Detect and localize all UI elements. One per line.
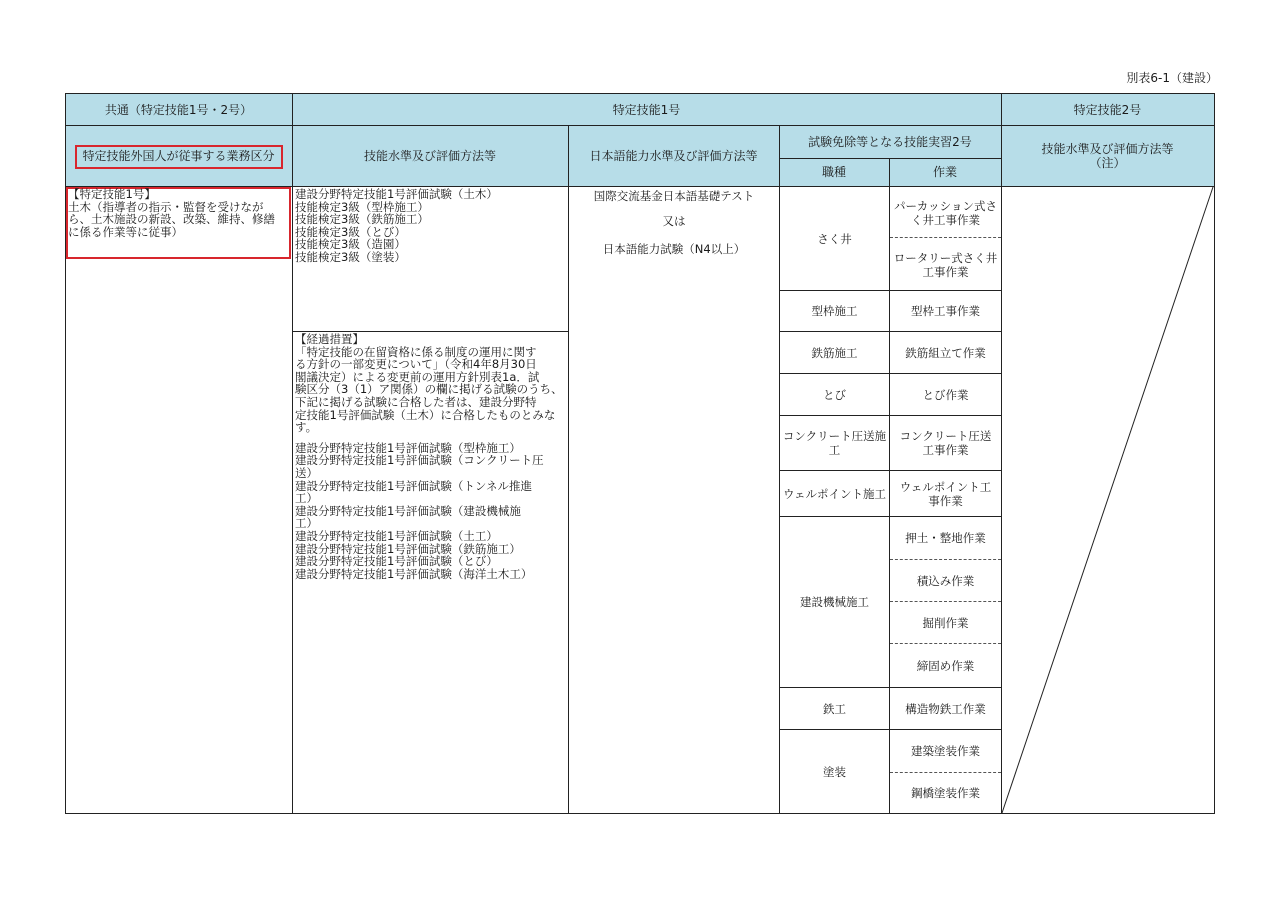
header-skill-level-2-note: （注）: [1089, 155, 1126, 170]
work-name: 掘削作業: [922, 615, 969, 630]
header-work: 作業: [889, 158, 1001, 186]
table-reference: 別表6-1（建設）: [1126, 71, 1218, 85]
business-category-text: [68, 188, 290, 238]
japanese-or: 又は: [662, 214, 686, 228]
business-line: ら、土木施設の新設、改築、維持、修繕: [68, 212, 275, 227]
skill-test-item: 技能検定3級（造園）: [295, 237, 406, 252]
transition-line: 【経過措置】: [295, 332, 364, 346]
occupation-name: 鉄工: [823, 701, 846, 716]
transition-test-item: 建設分野特定技能1号評価試験（建設機械施: [295, 503, 521, 518]
occupation-name: 塗装: [823, 764, 846, 779]
transition-test-item: 建設分野特定技能1号評価試験（鉄筋施工）: [295, 541, 521, 556]
transition-test-item: 建設分野特定技能1号評価試験（型枠施工）: [295, 440, 521, 455]
header-occupation: 職種: [779, 158, 889, 186]
transition-test-item: 工）: [295, 491, 318, 506]
business-line: 【特定技能1号】: [68, 187, 156, 201]
work-name: 積込み作業: [916, 573, 975, 588]
transition-line: 験区分（3（1）ア関係）の欄に掲げる試験のうち、: [295, 382, 563, 397]
transition-line: 定技能1号評価試験（土木）に合格したものとみな: [295, 407, 556, 422]
work-name: 押土・整地作業: [905, 531, 986, 545]
occupation-name: さく井: [817, 231, 852, 246]
transition-test-item: 建設分野特定技能1号評価試験（土工）: [295, 528, 498, 543]
header-skill-level-2-title: 技能水準及び評価方法等: [1041, 141, 1174, 156]
transition-test-item: 建設分野特定技能1号評価試験（海洋土木工）: [295, 566, 533, 581]
transition-line: る方針の一部変更について」（令和4年8月30日: [295, 357, 537, 372]
occupation-name: 型枠施工: [811, 304, 858, 318]
transition-test-item: 建設分野特定技能1号評価試験（コンクリート圧: [295, 453, 544, 468]
transition-test-item: 建設分野特定技能1号評価試験（トンネル推進: [295, 478, 532, 493]
occupation-name: とび: [823, 387, 846, 402]
occupation-name: 鉄筋施工: [811, 345, 858, 360]
transition-test-item: 建設分野特定技能1号評価試験（とび）: [295, 554, 498, 569]
transition-line: 「特定技能の在留資格に係る制度の運用に関す: [295, 344, 537, 359]
work-name: 鋼橋塗装作業: [911, 786, 980, 800]
transition-line: 閣議決定）による変更前の運用方針別表1a．試: [295, 369, 540, 384]
japanese-test-2: 日本語能力試験（N4以上）: [602, 242, 746, 256]
business-line: 土木（指導者の指示・監督を受けなが: [68, 199, 264, 214]
skill-test-item: 建設分野特定技能1号評価試験（土木）: [295, 187, 498, 201]
skill-test-item: 技能検定3級（型枠施工）: [295, 199, 429, 214]
skill-test-item: 技能検定3級（塗装）: [295, 249, 406, 264]
japanese-test-1: 国際交流基金日本語基礎テスト: [593, 189, 755, 203]
transition-measures: [295, 333, 567, 580]
business-line: に係る作業等に従事）: [68, 224, 183, 239]
header-common: 共通（特定技能1号・2号）: [65, 94, 292, 125]
transition-line: 下記に掲げる試験に合格した者は、建設分野特: [295, 394, 537, 409]
work-name: 建築塗装作業: [911, 744, 980, 758]
occupation-name: コンクリート圧送施工: [782, 429, 887, 457]
work-name: とび作業: [922, 387, 969, 402]
work-name: コンクリート圧送工事作業: [899, 429, 992, 457]
skill-tests: [295, 188, 567, 264]
work-name: ウェルポイント工事作業: [899, 479, 992, 508]
header-skill-level-1: 技能水準及び評価方法等: [292, 125, 568, 186]
work-name: ロータリー式さく井工事作業: [893, 250, 998, 279]
work-name: 型枠工事作業: [911, 304, 980, 318]
occupation-name: 建設機械施工: [800, 595, 869, 609]
header-ssw2: 特定技能2号: [1001, 94, 1214, 125]
work-name: 締固め作業: [916, 658, 975, 673]
skill-test-item: 技能検定3級（とび）: [295, 224, 406, 239]
skill-test-item: 技能検定3級（鉄筋施工）: [295, 212, 429, 227]
transition-test-item: 送）: [295, 465, 318, 480]
work-name: パーカッション式さく井工事作業: [894, 199, 997, 227]
transition-test-item: 工）: [295, 516, 318, 531]
header-japanese-level: 日本語能力水準及び評価方法等: [568, 125, 779, 186]
transition-line: す。: [295, 420, 318, 435]
header-exemption: 試験免除等となる技能実習2号: [779, 125, 1001, 158]
work-name: 鉄筋組立て作業: [905, 345, 986, 360]
header-ssw1: 特定技能1号: [292, 94, 1001, 125]
header-business-category: 特定技能外国人が従事する業務区分: [82, 148, 275, 163]
occupation-name: ウェルポイント施工: [782, 486, 887, 501]
work-name: 構造物鉄工作業: [905, 701, 986, 716]
